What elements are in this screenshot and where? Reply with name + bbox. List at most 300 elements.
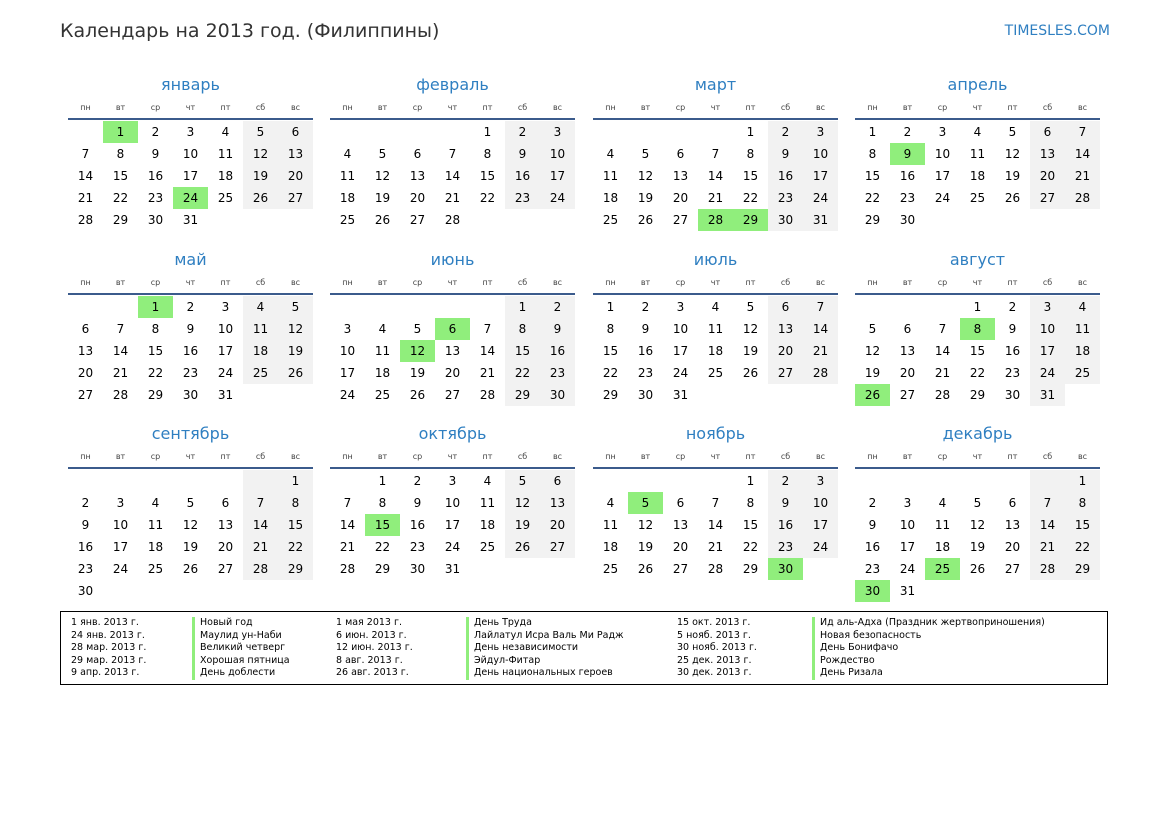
day-cell: 15: [864, 169, 881, 183]
holiday-day-cell: 8: [960, 318, 995, 340]
weekday-label: чт: [972, 451, 983, 461]
day-cell: 11: [243, 318, 278, 340]
empty-cell: [400, 296, 435, 318]
day-cell: 6: [413, 147, 422, 161]
day-cell: 23: [864, 562, 881, 576]
day-cell: 2: [868, 496, 877, 510]
holiday-day-cell: 5: [628, 492, 663, 514]
holiday-day-cell: 9: [890, 143, 925, 165]
holiday-day-cell: 6: [435, 318, 470, 340]
day-cell: 26: [374, 213, 391, 227]
weekday-label: пт: [745, 451, 756, 461]
day-cell: 17: [803, 165, 838, 187]
day-cell: 20: [409, 191, 426, 205]
weekday-label: сб: [517, 451, 528, 461]
day-cell: 12: [182, 518, 199, 532]
legend-holiday-name: День национальных героев: [474, 667, 613, 678]
weekday-label: вт: [377, 102, 388, 112]
day-cell: 22: [602, 366, 619, 380]
legend-holiday-name: Новый год: [200, 617, 253, 628]
day-cell: 18: [969, 169, 986, 183]
day-cell: 14: [934, 344, 951, 358]
month-calendar: [855, 423, 1100, 602]
day-cell: 4: [938, 496, 947, 510]
site-link[interactable]: TIMESLES.COM: [1004, 23, 1110, 39]
month-name: апрель: [947, 75, 1008, 94]
day-cell: 18: [339, 191, 356, 205]
day-cell: 6: [676, 496, 685, 510]
weekday-label: сб: [1042, 277, 1053, 287]
day-cell: 15: [479, 169, 496, 183]
day-cell: 26: [637, 213, 654, 227]
holiday-day-cell: 24: [173, 187, 208, 209]
day-cell: 7: [711, 147, 720, 161]
legend-names-column: [466, 617, 624, 680]
empty-cell: [925, 296, 960, 318]
weekday-label: сб: [1042, 102, 1053, 112]
day-cell: 10: [899, 518, 916, 532]
legend-holiday-name: Великий четверг: [200, 642, 286, 653]
month-name: август: [949, 250, 1006, 269]
weekday-header: [330, 445, 575, 469]
legend-date: 30 нояб. 2013 г.: [677, 642, 757, 653]
day-cell: 20: [1004, 540, 1021, 554]
month-name: сентябрь: [151, 424, 230, 443]
day-cell: 4: [973, 125, 982, 139]
weekday-header: [855, 271, 1100, 295]
empty-cell: [435, 296, 470, 318]
day-cell: 23: [540, 362, 575, 384]
month-calendar: [330, 74, 575, 231]
legend-holiday-name: Ид аль-Адха (Праздник жертвоприношения): [820, 617, 1045, 628]
day-cell: 14: [77, 169, 94, 183]
empty-cell: [698, 470, 733, 492]
day-cell: 4: [221, 125, 230, 139]
day-cell: 23: [77, 562, 94, 576]
day-cell: 8: [116, 147, 125, 161]
day-cell: 2: [903, 125, 912, 139]
day-cell: 14: [707, 169, 724, 183]
day-cell: 16: [864, 540, 881, 554]
day-cell: 19: [637, 191, 654, 205]
day-cell: 20: [768, 340, 803, 362]
day-cell: 5: [378, 147, 387, 161]
day-cell: 23: [505, 187, 540, 209]
weekday-label: вс: [815, 277, 826, 287]
day-cell: 12: [969, 518, 986, 532]
day-cell: 13: [540, 492, 575, 514]
empty-cell: [103, 296, 138, 318]
day-cell: 29: [374, 562, 391, 576]
day-cell: 25: [479, 540, 496, 554]
holiday-legend: [60, 611, 1108, 685]
weekday-label: сб: [255, 102, 266, 112]
day-cell: 8: [483, 147, 492, 161]
day-cell: 26: [243, 187, 278, 209]
day-cell: 28: [243, 558, 278, 580]
day-cell: 24: [672, 366, 689, 380]
weekday-label: ср: [412, 451, 423, 461]
day-cell: 30: [409, 562, 426, 576]
day-cell: 25: [374, 388, 391, 402]
month-calendar: [593, 423, 838, 580]
legend-holiday-name: День Труда: [474, 617, 532, 628]
legend-date: 15 окт. 2013 г.: [677, 617, 751, 628]
weekday-label: чт: [447, 102, 458, 112]
day-cell: 25: [217, 191, 234, 205]
day-cell: 28: [707, 562, 724, 576]
day-cell: 3: [221, 300, 230, 314]
day-cell: 21: [934, 366, 951, 380]
day-cell: 29: [112, 213, 129, 227]
day-cell: 19: [374, 191, 391, 205]
day-cell: 23: [899, 191, 916, 205]
weekday-label: пт: [745, 277, 756, 287]
legend-holiday-name: День доблести: [200, 667, 276, 678]
day-cell: 13: [278, 143, 313, 165]
day-cell: 27: [899, 388, 916, 402]
weekday-label: пн: [342, 451, 353, 461]
day-cell: 17: [1030, 340, 1065, 362]
day-cell: 23: [182, 366, 199, 380]
weekday-label: чт: [185, 102, 196, 112]
day-cell: 27: [1004, 562, 1021, 576]
month-calendar: [330, 249, 575, 406]
day-cell: 9: [505, 143, 540, 165]
day-cell: 1: [483, 125, 492, 139]
day-cell: 27: [768, 362, 803, 384]
day-cell: 21: [1065, 165, 1100, 187]
day-cell: 21: [243, 536, 278, 558]
day-cell: 12: [1004, 147, 1021, 161]
holiday-day-cell: 1: [103, 121, 138, 143]
day-cell: 24: [540, 187, 575, 209]
day-cell: 6: [1030, 121, 1065, 143]
legend-holiday-name: День Ризала: [820, 667, 883, 678]
day-cell: 5: [186, 496, 195, 510]
day-cell: 14: [112, 344, 129, 358]
day-cell: 22: [479, 191, 496, 205]
holiday-day-cell: 15: [365, 514, 400, 536]
day-cell: 14: [444, 169, 461, 183]
day-cell: 31: [899, 584, 916, 598]
weekday-label: пт: [1007, 277, 1018, 287]
day-cell: 25: [707, 366, 724, 380]
day-cell: 3: [676, 300, 685, 314]
day-cell: 14: [339, 518, 356, 532]
day-cell: 4: [151, 496, 160, 510]
month-name: ноябрь: [685, 424, 746, 443]
day-cell: 19: [505, 514, 540, 536]
legend-holiday-name: Лайлатул Исра Валь Ми Радж: [474, 629, 624, 641]
day-cell: 18: [243, 340, 278, 362]
day-cell: 16: [899, 169, 916, 183]
day-cell: 12: [374, 169, 391, 183]
day-cell: 26: [278, 362, 313, 384]
empty-cell: [208, 470, 243, 492]
day-cell: 6: [278, 121, 313, 143]
weekday-label: чт: [710, 102, 721, 112]
day-grid: [593, 296, 838, 406]
day-cell: 27: [672, 562, 689, 576]
day-cell: 19: [243, 165, 278, 187]
day-cell: 26: [637, 562, 654, 576]
day-cell: 8: [278, 492, 313, 514]
day-cell: 14: [243, 514, 278, 536]
day-cell: 29: [864, 213, 881, 227]
weekday-label: пн: [605, 277, 616, 287]
day-cell: 8: [606, 322, 615, 336]
weekday-label: ср: [412, 277, 423, 287]
weekday-label: вс: [552, 451, 563, 461]
day-grid: [855, 121, 1100, 231]
day-cell: 20: [540, 514, 575, 536]
day-cell: 5: [505, 470, 540, 492]
month-calendar: [330, 423, 575, 580]
day-cell: 8: [746, 147, 755, 161]
weekday-header: [330, 271, 575, 295]
day-cell: 12: [243, 143, 278, 165]
day-cell: 10: [112, 518, 129, 532]
weekday-label: вс: [1077, 451, 1088, 461]
day-cell: 21: [339, 540, 356, 554]
weekday-header: [855, 445, 1100, 469]
weekday-label: ср: [937, 451, 948, 461]
weekday-label: сб: [517, 277, 528, 287]
day-cell: 17: [217, 344, 234, 358]
month-name: декабрь: [942, 424, 1013, 443]
day-cell: 4: [606, 496, 615, 510]
day-cell: 19: [1004, 169, 1021, 183]
day-cell: 29: [602, 388, 619, 402]
day-cell: 8: [746, 496, 755, 510]
day-cell: 25: [243, 362, 278, 384]
day-cell: 4: [343, 147, 352, 161]
day-cell: 4: [606, 147, 615, 161]
day-cell: 21: [707, 191, 724, 205]
day-cell: 2: [81, 496, 90, 510]
day-cell: 17: [899, 540, 916, 554]
day-cell: 9: [413, 496, 422, 510]
legend-holiday-name: Новая безопасность: [820, 629, 922, 641]
day-cell: 23: [1004, 366, 1021, 380]
day-cell: 15: [278, 514, 313, 536]
month-calendar: [68, 423, 313, 602]
day-cell: 22: [969, 366, 986, 380]
day-cell: 30: [899, 213, 916, 227]
day-cell: 24: [444, 540, 461, 554]
empty-cell: [925, 470, 960, 492]
empty-cell: [68, 121, 103, 143]
day-cell: 19: [182, 540, 199, 554]
day-cell: 11: [374, 344, 391, 358]
day-cell: 13: [409, 169, 426, 183]
day-cell: 20: [672, 191, 689, 205]
weekday-header: [68, 271, 313, 295]
empty-cell: [103, 470, 138, 492]
weekday-label: вс: [1077, 277, 1088, 287]
day-cell: 10: [444, 496, 461, 510]
weekday-label: сб: [255, 451, 266, 461]
day-cell: 15: [1065, 514, 1100, 536]
day-cell: 17: [112, 540, 129, 554]
weekday-label: вс: [815, 102, 826, 112]
day-cell: 10: [339, 344, 356, 358]
day-cell: 4: [1065, 296, 1100, 318]
day-cell: 6: [1008, 496, 1017, 510]
day-cell: 28: [479, 388, 496, 402]
day-cell: 29: [969, 388, 986, 402]
weekday-header: [593, 445, 838, 469]
day-grid: [855, 296, 1100, 406]
legend-date: 8 авг. 2013 г.: [336, 654, 403, 666]
day-cell: 10: [1030, 318, 1065, 340]
month-name: июнь: [430, 250, 475, 269]
day-cell: 31: [444, 562, 461, 576]
day-cell: 11: [602, 518, 619, 532]
weekday-label: пн: [867, 277, 878, 287]
weekday-label: сб: [255, 277, 266, 287]
month-calendar: [68, 74, 313, 231]
weekday-label: вс: [815, 451, 826, 461]
empty-cell: [330, 296, 365, 318]
weekday-label: вт: [115, 451, 126, 461]
day-cell: 10: [803, 143, 838, 165]
weekday-label: пн: [605, 102, 616, 112]
month-name: май: [174, 250, 207, 269]
day-cell: 5: [868, 322, 877, 336]
day-cell: 10: [934, 147, 951, 161]
day-cell: 18: [707, 344, 724, 358]
day-cell: 30: [77, 584, 94, 598]
day-cell: 9: [151, 147, 160, 161]
day-cell: 15: [969, 344, 986, 358]
day-cell: 28: [1030, 558, 1065, 580]
day-cell: 13: [77, 344, 94, 358]
day-cell: 26: [969, 562, 986, 576]
day-cell: 2: [186, 300, 195, 314]
weekday-label: чт: [972, 277, 983, 287]
empty-cell: [855, 296, 890, 318]
day-cell: 20: [217, 540, 234, 554]
day-grid: [593, 470, 838, 580]
day-cell: 4: [711, 300, 720, 314]
empty-cell: [593, 470, 628, 492]
day-cell: 24: [339, 388, 356, 402]
weekday-label: чт: [447, 451, 458, 461]
day-cell: 28: [339, 562, 356, 576]
day-cell: 26: [409, 388, 426, 402]
empty-cell: [365, 121, 400, 143]
day-cell: 20: [1030, 165, 1065, 187]
day-cell: 27: [1030, 187, 1065, 209]
day-cell: 22: [742, 191, 759, 205]
day-cell: 5: [243, 121, 278, 143]
legend-dates-column: [677, 617, 757, 680]
weekday-label: ср: [412, 102, 423, 112]
day-cell: 28: [1065, 187, 1100, 209]
weekday-label: сб: [780, 451, 791, 461]
day-cell: 5: [973, 496, 982, 510]
weekday-label: чт: [447, 277, 458, 287]
day-cell: 26: [505, 536, 540, 558]
weekday-label: пт: [1007, 102, 1018, 112]
weekday-label: вт: [115, 102, 126, 112]
day-cell: 1: [973, 300, 982, 314]
empty-cell: [628, 470, 663, 492]
empty-cell: [593, 121, 628, 143]
day-cell: 9: [768, 492, 803, 514]
day-cell: 2: [768, 470, 803, 492]
day-cell: 1: [278, 470, 313, 492]
day-cell: 21: [707, 540, 724, 554]
weekday-label: ср: [675, 102, 686, 112]
legend-names-column: [192, 617, 290, 680]
day-cell: 9: [768, 143, 803, 165]
day-cell: 6: [903, 322, 912, 336]
weekday-label: пт: [220, 277, 231, 287]
weekday-label: вт: [377, 277, 388, 287]
legend-dates-column: [336, 617, 413, 680]
day-cell: 30: [540, 384, 575, 406]
day-cell: 13: [1004, 518, 1021, 532]
day-cell: 1: [1065, 470, 1100, 492]
legend-date: 26 авг. 2013 г.: [336, 667, 409, 678]
legend-date: 28 мар. 2013 г.: [71, 642, 147, 653]
weekday-label: ср: [675, 277, 686, 287]
day-cell: 31: [1030, 384, 1065, 406]
weekday-label: сб: [780, 277, 791, 287]
day-cell: 28: [112, 388, 129, 402]
day-cell: 27: [217, 562, 234, 576]
day-grid: [68, 296, 313, 406]
day-cell: 11: [1065, 318, 1100, 340]
legend-date: 6 июн. 2013 г.: [336, 629, 407, 641]
day-cell: 3: [116, 496, 125, 510]
weekday-label: пн: [80, 102, 91, 112]
day-cell: 16: [147, 169, 164, 183]
empty-cell: [173, 470, 208, 492]
day-cell: 14: [707, 518, 724, 532]
day-grid: [330, 121, 575, 231]
day-cell: 23: [409, 540, 426, 554]
day-cell: 25: [147, 562, 164, 576]
day-cell: 22: [864, 191, 881, 205]
day-cell: 10: [672, 322, 689, 336]
holiday-day-cell: 29: [733, 209, 768, 231]
day-cell: 19: [278, 340, 313, 362]
month-name: март: [694, 75, 737, 94]
day-cell: 20: [672, 540, 689, 554]
day-cell: 31: [803, 209, 838, 231]
day-cell: 25: [602, 562, 619, 576]
day-cell: 9: [641, 322, 650, 336]
day-cell: 22: [742, 540, 759, 554]
day-cell: 21: [77, 191, 94, 205]
day-grid: [330, 470, 575, 580]
holiday-day-cell: 30: [855, 580, 890, 602]
day-cell: 26: [182, 562, 199, 576]
holiday-day-cell: 25: [925, 558, 960, 580]
holiday-day-cell: 1: [138, 296, 173, 318]
day-grid: [593, 121, 838, 231]
weekday-label: пт: [220, 451, 231, 461]
legend-holiday-name: День Бонифачо: [820, 642, 899, 653]
day-cell: 20: [899, 366, 916, 380]
day-cell: 31: [672, 388, 689, 402]
day-cell: 30: [147, 213, 164, 227]
empty-cell: [330, 121, 365, 143]
